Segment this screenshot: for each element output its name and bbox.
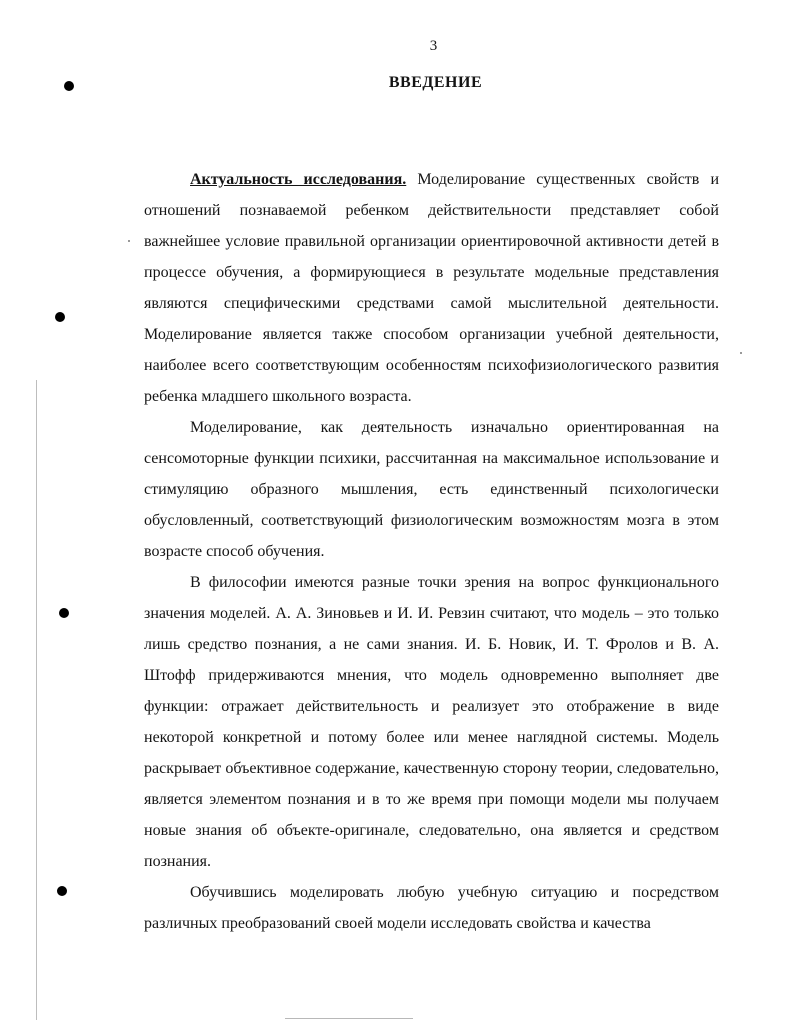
paragraph-lead: Актуальность исследования. [190,171,407,188]
scan-margin-line [36,380,37,1020]
page-title: ВВЕДЕНИЕ [388,74,483,91]
punch-hole [57,886,67,896]
scan-bottom-line [285,1018,413,1019]
paragraph: Моделирование, как деятельность изначально ориентированная на сенсомоторные функции психики, рассчитанная на максимальное использование и стимуляцию образного мышления, есть единственный психологически обусловленный, соответствующий физиологическим возможностям мозга в этом возрасте способ обучения. [144,419,719,560]
scan-speck [128,240,130,242]
paragraph: В философии имеются разные точки зрения на вопрос функционального значения моделей. А. А. Зиновьев и И. И. Ревзин считают, что модель – это только лишь средство познания, а не сами знания. И. Б. Новик, И. Т. Фролов и В. А. Штофф придерживаются мнения, что модель одновременно выполняет две функции: отражает действительность и реализует это отображение в виде некоторой конкретной и потому более или менее наглядной системы. Модель раскрывает объективное содержание, качественную сторону теории, следовательно, является элементом познания и в то же время при помощи модели мы получаем новые знания об объекте-оригинале, следовательно, она является и средством познания. [144,574,719,870]
body-text [144,164,719,939]
paragraph-text: Моделирование существенных свойств и отношений познаваемой ребенком действительности представляет собой важнейшее условие правильной организации ориентировочной активности детей в процессе обучения, а формирующиеся в результате модельные представления являются специфическими средствами самой мыслительной деятельности. Моделирование является также способом организации учебной деятельности, наиболее всего соответствующим особенностям психофизиологического развития ребенка младшего школьного возраста. [144,171,720,405]
paragraph: Обучившись моделировать любую учебную ситуацию и посредством различных преобразований своей модели исследовать свойства и качества [144,884,719,932]
punch-hole [59,608,69,618]
paragraph [144,164,719,412]
punch-hole [55,312,65,322]
page-number: 3 [429,38,438,54]
scan-speck [740,352,742,354]
